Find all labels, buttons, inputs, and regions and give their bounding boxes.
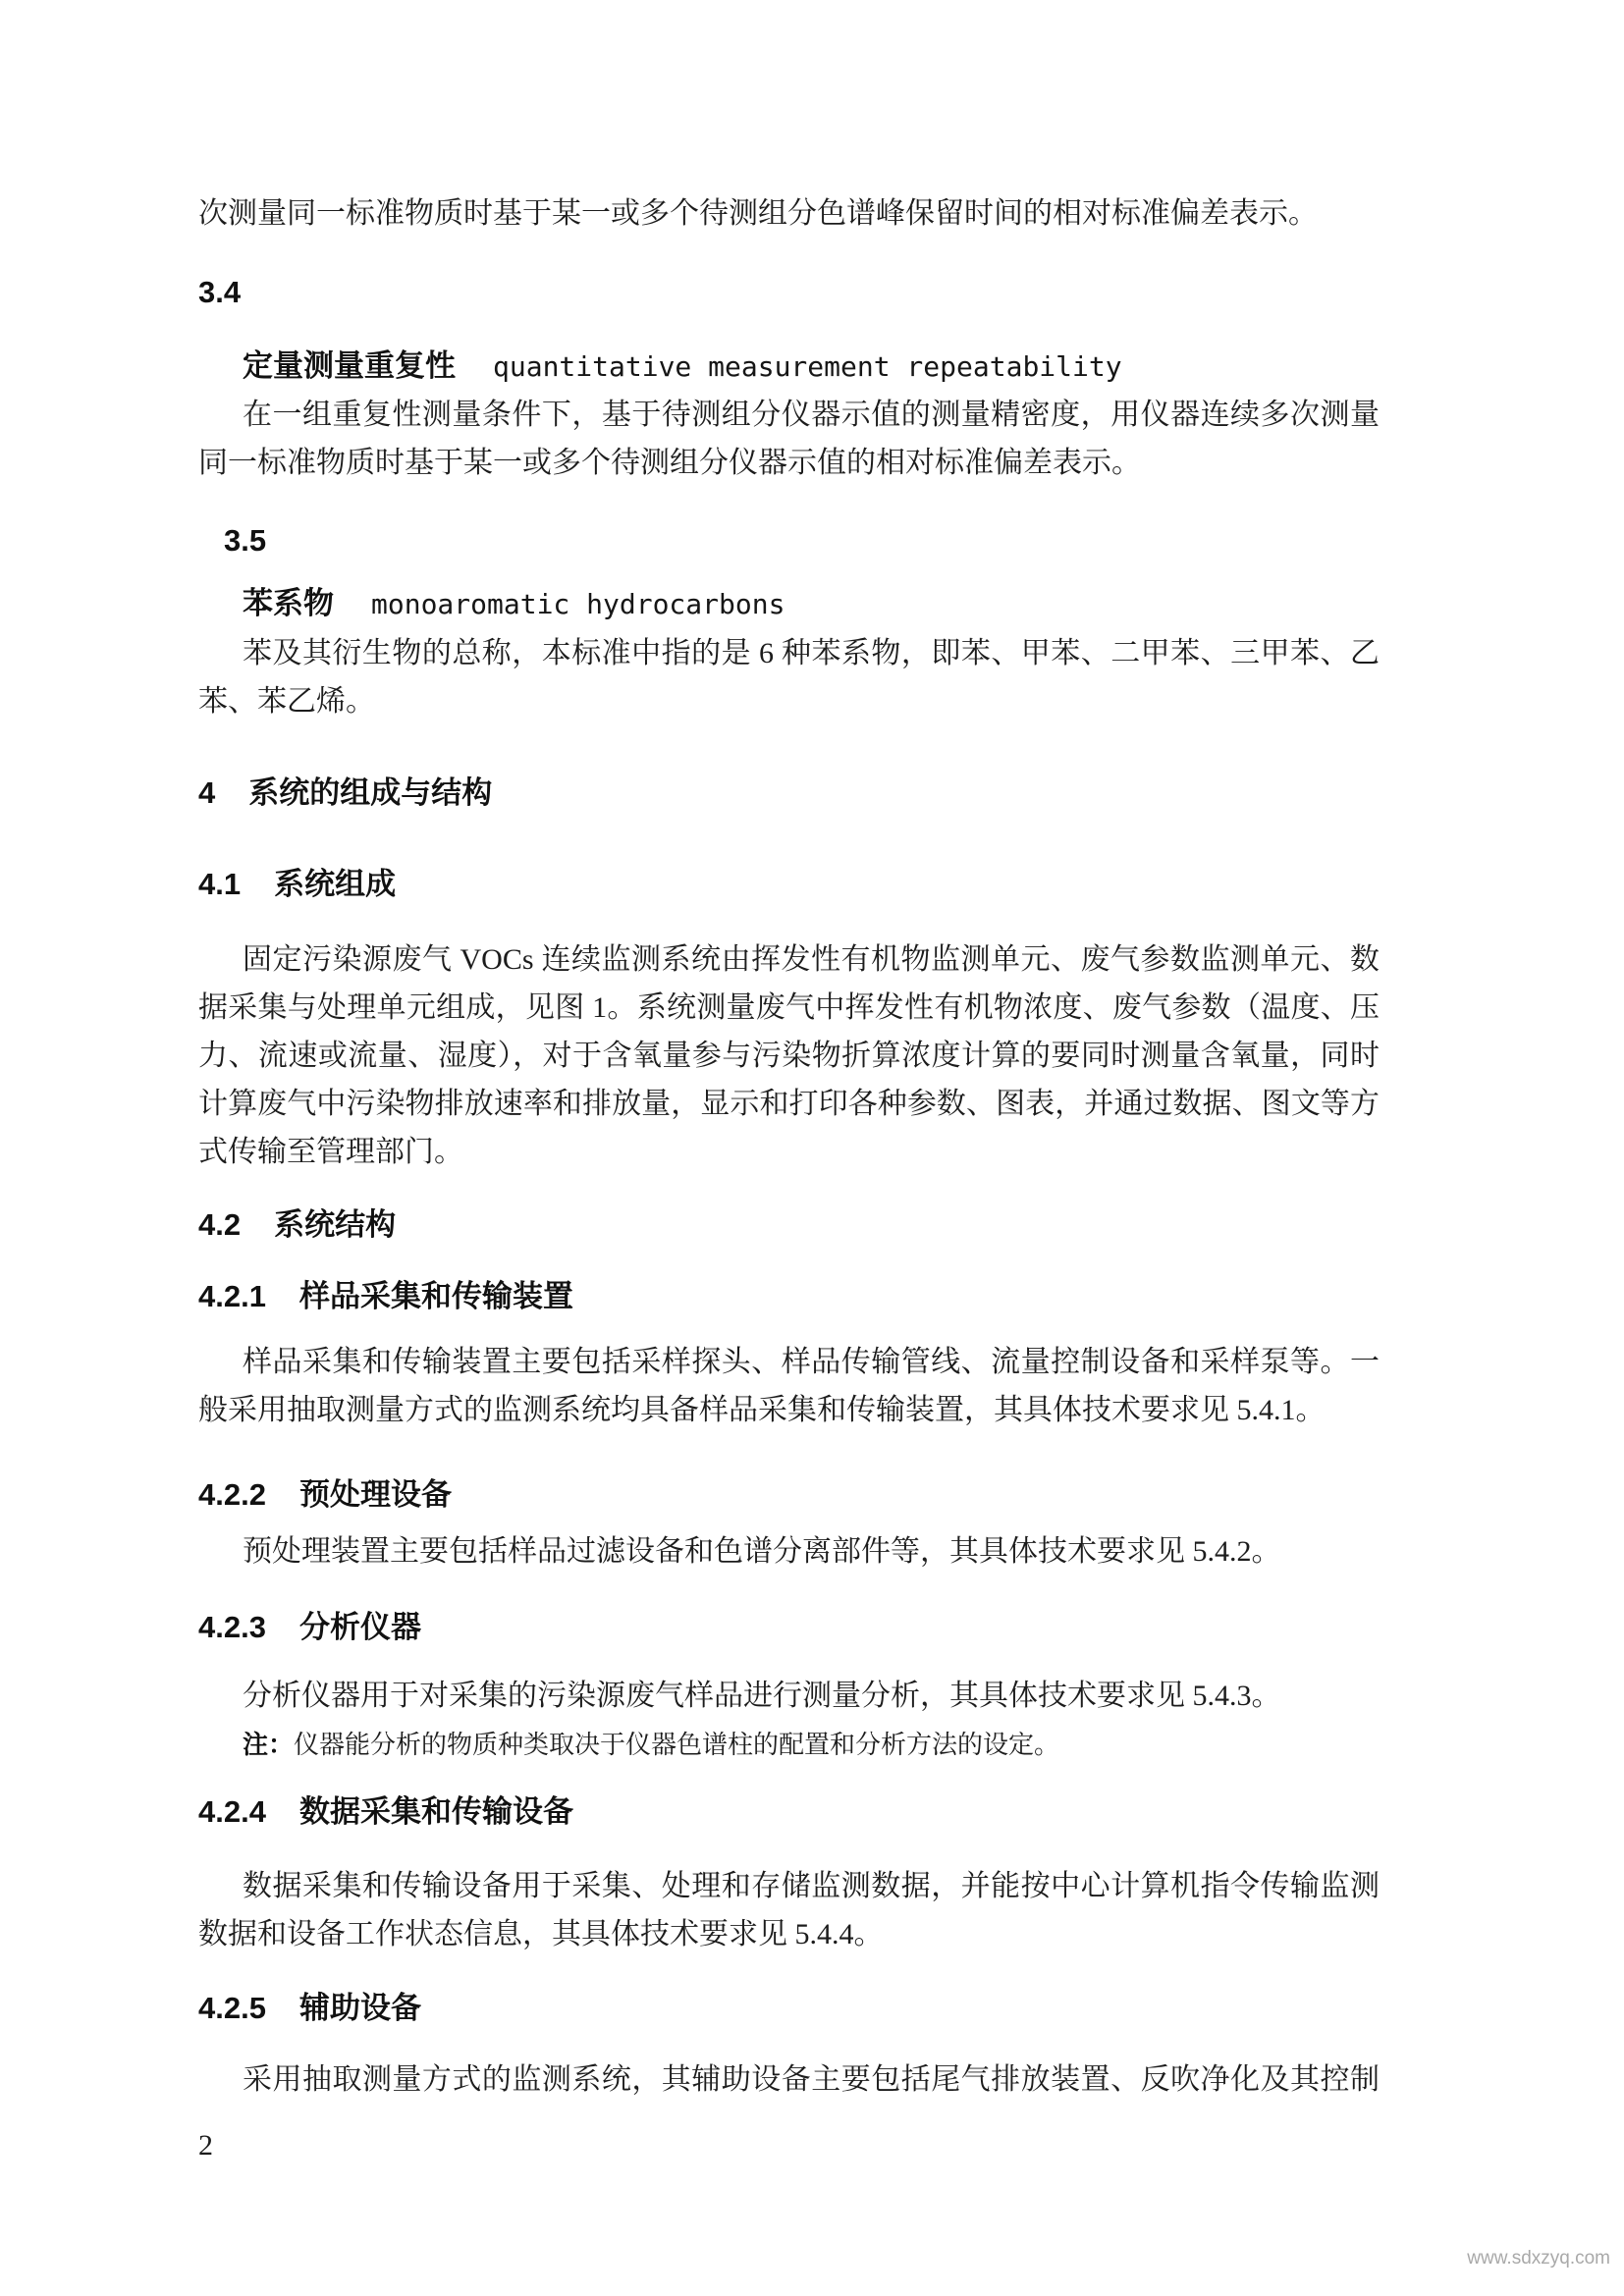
- body-line: 据采集与处理单元组成，见图 1。系统测量废气中挥发性有机物浓度、废气参数（温度、压: [198, 991, 1380, 1024]
- paragraph-4-1: [198, 935, 1380, 1176]
- body-line-intro: 次测量同一标准物质时基于某一或多个待测组分色谱峰保留时间的相对标准偏差表示。: [198, 197, 1318, 230]
- heading-4-2-1-number: 4.2.1: [198, 1279, 266, 1313]
- paragraph-4-2-2: 预处理装置主要包括样品过滤设备和色谱分离部件等，其具体技术要求见 5.4.2。: [243, 1535, 1281, 1568]
- clause-3-4-number: 3.4: [198, 275, 242, 309]
- paragraph-4-2-4: [198, 1862, 1380, 1958]
- paragraph-4-2-3: 分析仪器用于对采集的污染源废气样品进行测量分析，其具体技术要求见 5.4.3。: [243, 1680, 1281, 1712]
- heading-4-1: [198, 860, 1380, 908]
- heading-4-2-1-title: 样品采集和传输装置: [298, 1279, 573, 1313]
- heading-4-2-1: [198, 1272, 1380, 1320]
- body-line: 同一标准物质时基于某一或多个待测组分仪器示值的相对标准偏差表示。: [198, 447, 1141, 479]
- body-line: 数据采集和传输设备用于采集、处理和存储监测数据，并能按中心计算机指令传输监测: [243, 1870, 1380, 1902]
- heading-4-2-3-title: 分析仪器: [298, 1610, 421, 1644]
- heading-4-1-number: 4.1: [198, 867, 242, 901]
- heading-4-title: 系统的组成与结构: [248, 775, 493, 810]
- heading-4-2-2-number: 4.2.2: [198, 1477, 266, 1512]
- note-line: [198, 1724, 1380, 1766]
- heading-4-number: 4: [198, 775, 216, 810]
- heading-4-2-2: [198, 1470, 1380, 1519]
- heading-4-2-4-number: 4.2.4: [198, 1794, 266, 1829]
- body-line: 苯及其衍生物的总称，本标准中指的是 6 种苯系物，即苯、甲苯、二甲苯、三甲苯、乙: [243, 637, 1380, 669]
- heading-4-1-title: 系统组成: [274, 867, 397, 901]
- heading-4-2: [198, 1201, 1380, 1249]
- body-line: 式传输至管理部门。: [198, 1136, 463, 1168]
- term-zh-3-4: 定量测量重复性: [243, 348, 456, 383]
- heading-4-2-4: [198, 1788, 1380, 1836]
- body-line: 在一组重复性测量条件下，基于待测组分仪器示值的测量精密度，用仪器连续多次测量: [243, 399, 1380, 431]
- paragraph-4-2-5: 采用抽取测量方式的监测系统，其辅助设备主要包括尾气排放装置、反吹净化及其控制: [243, 2063, 1380, 2096]
- heading-4-2-title: 系统结构: [274, 1207, 397, 1242]
- paragraph-3-5: [198, 629, 1380, 725]
- term-en-3-5: monoaromatic hydrocarbons: [371, 588, 785, 620]
- body-line: 般采用抽取测量方式的监测系统均具备样品采集和传输装置，其具体技术要求见 5.4.1。: [198, 1394, 1326, 1426]
- heading-4-2-3-number: 4.2.3: [198, 1610, 266, 1644]
- heading-4-2-5: [198, 1984, 1380, 2032]
- heading-4-2-5-number: 4.2.5: [198, 1991, 266, 2025]
- body-line: 力、流速或流量、湿度），对于含氧量参与污染物折算浓度计算的要同时测量含氧量，同时: [198, 1040, 1380, 1072]
- watermark: www.sdxzyq.com: [1467, 2248, 1610, 2269]
- body-line: 样品采集和传输装置主要包括采样探头、样品传输管线、流量控制设备和采样泵等。一: [243, 1346, 1380, 1378]
- paragraph-3-4: [198, 391, 1380, 487]
- heading-4-2-4-title: 数据采集和传输设备: [298, 1794, 573, 1829]
- body-line: 苯、苯乙烯。: [198, 685, 375, 718]
- paragraph-4-2-1: [198, 1338, 1380, 1434]
- heading-4: [198, 769, 1380, 817]
- clause-3-5-number: 3.5: [224, 523, 267, 558]
- body-line: 数据和设备工作状态信息，其具体技术要求见 5.4.4。: [198, 1918, 884, 1950]
- heading-4-2-3: [198, 1603, 1380, 1651]
- note-label: 注：: [243, 1730, 295, 1759]
- note-text: 仪器能分析的物质种类取决于仪器色谱柱的配置和分析方法的设定。: [294, 1731, 1060, 1759]
- term-en-3-4: quantitative measurement repeatability: [493, 350, 1122, 383]
- term-heading-3-4: [198, 342, 1380, 391]
- term-zh-3-5: 苯系物: [243, 586, 334, 620]
- heading-4-2-2-title: 预处理设备: [298, 1477, 452, 1512]
- body-line: 计算废气中污染物排放速率和排放量，显示和打印各种参数、图表，并通过数据、图文等方: [198, 1088, 1380, 1120]
- page-number: 2: [198, 2129, 213, 2162]
- heading-4-2-number: 4.2: [198, 1207, 242, 1242]
- body-line: 固定污染源废气 VOCs 连续监测系统由挥发性有机物监测单元、废气参数监测单元、数: [243, 943, 1380, 976]
- term-heading-3-5: [198, 579, 1380, 628]
- heading-4-2-5-title: 辅助设备: [298, 1991, 421, 2025]
